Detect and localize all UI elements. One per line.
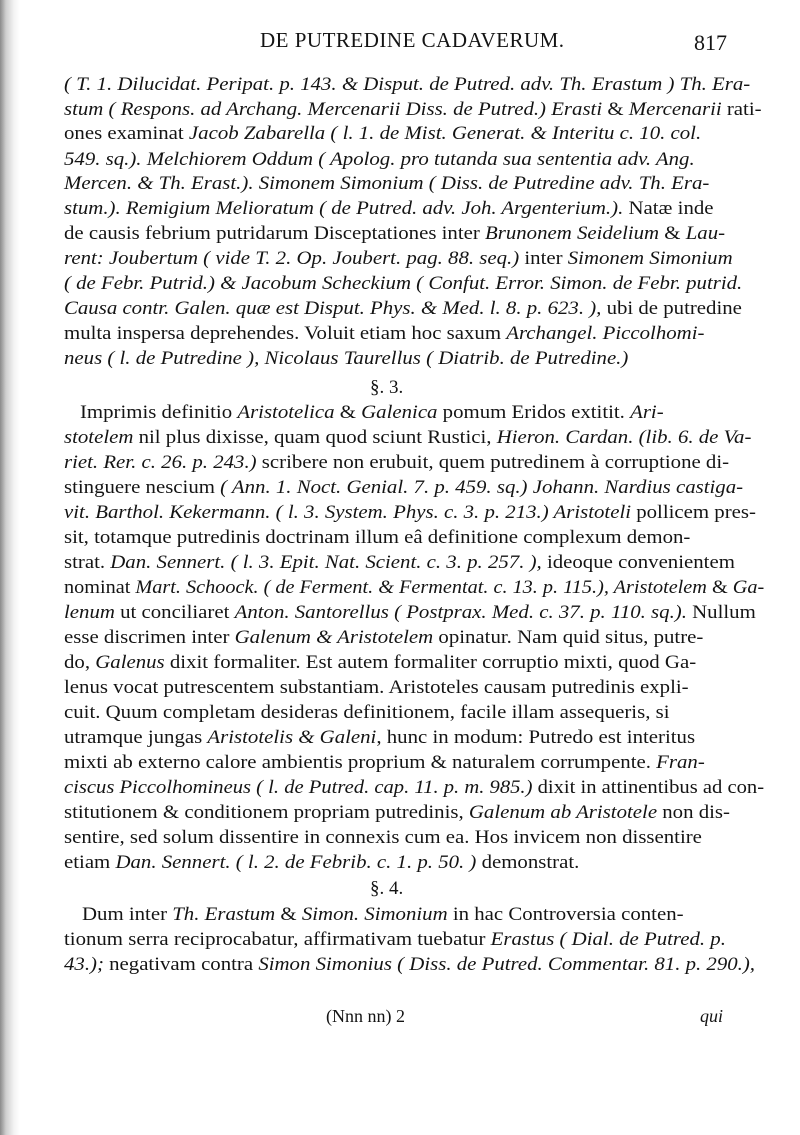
text-run: ut conciliaret — [114, 602, 235, 623]
text-line — [82, 906, 684, 925]
italic-reference: Dan. Sennert. ( l. 2. de Febrib. c. 1. p. 50. ) — [115, 852, 477, 873]
text-line — [64, 275, 742, 294]
text-run: strat. — [64, 552, 111, 573]
italic-reference: Galenica — [361, 402, 438, 423]
text-run: sit, totamque putredinis doctrinam illum eâ definitione complexum demon- — [64, 527, 691, 548]
text-run: utramque jungas — [64, 727, 208, 748]
text-run: scribere non erubuit, quem putredinem à corruptione di- — [256, 452, 730, 473]
text-run: & — [334, 402, 362, 423]
text-line — [64, 151, 695, 170]
text-line — [64, 429, 751, 448]
text-line — [80, 404, 664, 423]
italic-reference: Fran- — [656, 752, 705, 773]
text-run: tionum serra reciprocabatur, affirmativam tuebatur — [64, 929, 491, 950]
italic-reference: riet. Rer. c. 26. p. 243.) — [64, 452, 257, 473]
text-run: mixti ab externo calore ambientis proprium & naturalem corrumpente. — [64, 752, 657, 773]
text-run: negativam contra — [103, 954, 259, 975]
text-run: Natæ inde — [623, 198, 714, 219]
italic-reference: ( de Febr. Putrid.) & Jacobum Scheckium ( Confut. Error. Simon. de Febr. putrid. — [64, 273, 743, 294]
text-run: & — [706, 577, 733, 598]
italic-reference: Simon. Simonium — [301, 904, 448, 925]
text-line — [64, 956, 755, 975]
text-line — [64, 454, 729, 473]
text-run: dixit formaliter. Est autem formaliter corruptio mixti, quod Ga- — [164, 652, 697, 673]
text-line — [64, 300, 742, 319]
italic-reference: Mercenarii — [628, 99, 722, 120]
italic-reference: Mart. Schoock. ( de Ferment. & Fermentat. c. 13. p. 115.), Aristotelem — [135, 577, 707, 598]
italic-reference: Galenum ab Aristotele — [468, 802, 658, 823]
text-line — [64, 125, 701, 144]
italic-reference: stotelem — [64, 427, 134, 448]
text-line — [64, 654, 696, 673]
text-line — [64, 579, 764, 598]
italic-reference: Anton. Santorellus ( Postprax. Med. c. 37. p. 110. sq.). — [234, 602, 687, 623]
text-run: ubi de putredine — [601, 298, 742, 319]
text-run: dixit in attinentibus ad con- — [532, 777, 765, 798]
text-line — [64, 679, 689, 698]
italic-reference: ( Ann. 1. Noct. Genial. 7. p. 459. sq.) Johann. Nardius castiga- — [220, 477, 744, 498]
text-line — [64, 529, 690, 548]
italic-reference: 43.); — [64, 954, 104, 975]
text-run: ones examinat — [64, 123, 189, 144]
italic-reference: Galenus — [95, 652, 165, 673]
text-line — [64, 629, 703, 648]
text-run: pollicem pres- — [631, 502, 756, 523]
text-line — [64, 479, 743, 498]
text-run: , hunc in modum: Putredo est interitus — [376, 727, 696, 748]
text-run: etiam — [64, 852, 116, 873]
text-line — [64, 704, 670, 723]
text-run: multa inspersa deprehendes. Voluit etiam hoc saxum — [64, 323, 507, 344]
text-run: & — [602, 99, 629, 120]
text-line — [64, 554, 735, 573]
italic-reference: Mercen. & Th. Erast.). Simonem Simonium ( Diss. de Putredine adv. Th. Era- — [64, 173, 710, 194]
italic-reference: Brunonem Seidelium — [485, 223, 660, 244]
text-line — [64, 829, 702, 848]
text-run: nominat — [64, 577, 136, 598]
text-line — [64, 804, 730, 823]
italic-reference: Simon Simonius ( Diss. de Putred. Commentar. 81. p. 290.), — [258, 954, 756, 975]
text-run: do, — [64, 652, 96, 673]
text-run: demonstrat. — [476, 852, 580, 873]
italic-reference: Ga- — [732, 577, 765, 598]
text-run: esse discrimen inter — [64, 627, 235, 648]
page-number: 817 — [694, 30, 727, 55]
text-run: Imprimis definitio — [80, 402, 238, 423]
catchword: qui — [700, 1006, 724, 1026]
italic-reference: ciscus Piccolhomineus ( l. de Putred. cap. 11. p. m. 985.) — [64, 777, 533, 798]
text-line — [64, 931, 726, 950]
italic-reference: Th. Erastum — [172, 904, 276, 925]
italic-reference: Erastus ( Dial. de Putred. p. — [490, 929, 726, 950]
italic-reference: lenum — [64, 602, 115, 623]
italic-reference: Jacob Zabarella ( l. 1. de Mist. Generat. & Interitu c. 10. col. — [188, 123, 702, 144]
italic-reference: Aristotelis & Galeni — [207, 727, 377, 748]
section-heading: §. 3. — [370, 377, 404, 398]
italic-reference: Hieron. Cardan. (lib. 6. de Va- — [496, 427, 752, 448]
text-run: rati- — [721, 99, 762, 120]
text-line — [64, 250, 733, 269]
text-line — [64, 76, 750, 95]
text-run: stitutionem & conditionem propriam putredinis, — [64, 802, 469, 823]
section-heading: §. 4. — [370, 878, 404, 899]
italic-reference: Galenum & Aristotelem — [234, 627, 434, 648]
text-run: non dis- — [657, 802, 730, 823]
italic-reference: Ari- — [630, 402, 664, 423]
text-run: Nullum — [686, 602, 756, 623]
text-line — [64, 854, 579, 873]
text-run: stinguere nescium — [64, 477, 221, 498]
italic-reference: 549. sq.). Melchiorem Oddum ( Apolog. pro tutanda sua sententia adv. Ang. — [64, 149, 695, 170]
text-line — [64, 604, 756, 623]
italic-reference: ( T. 1. Dilucidat. Peripat. p. 143. & Disput. de Putred. adv. Th. Erastum ) Th. Era- — [64, 74, 751, 95]
italic-reference: vit. Barthol. Kekermann. ( l. 3. System. Phys. c. 3. p. 213.) Aristoteli — [64, 502, 632, 523]
text-line — [64, 225, 725, 244]
text-run: opinatur. Nam quid situs, putre- — [433, 627, 704, 648]
text-run: inter — [519, 248, 568, 269]
text-line — [64, 175, 709, 194]
running-head: DE PUTREDINE CADAVERUM. — [260, 28, 565, 52]
text-line — [64, 504, 756, 523]
text-run: Dum inter — [82, 904, 173, 925]
italic-reference: rent: Joubertum ( vide T. 2. Op. Joubert. pag. 88. seq.) — [64, 248, 520, 269]
text-line — [64, 729, 695, 748]
text-line — [64, 325, 704, 344]
text-line — [64, 754, 705, 773]
text-line — [64, 350, 628, 369]
text-run: de causis febrium putridarum Disceptationes inter — [64, 223, 486, 244]
text-run: lenus vocat putrescentem substantiam. Aristoteles causam putredinis expli- — [64, 677, 689, 698]
italic-reference: stum ( Respons. ad Archang. Mercenarii Diss. de Putred.) Erasti — [64, 99, 603, 120]
text-run: sentire, sed solum dissentire in connexis cum ea. Hos invicem non dissentire — [64, 827, 702, 848]
text-line — [64, 779, 764, 798]
text-run: & — [659, 223, 686, 244]
text-run: ideoque convenientem — [541, 552, 735, 573]
signature-mark: (Nnn nn) 2 — [326, 1006, 405, 1026]
text-run: cuit. Quum completam desideras definitionem, facile illam assequeris, si — [64, 702, 670, 723]
text-run: in hac Controversia conten- — [447, 904, 684, 925]
italic-reference: Causa contr. Galen. quæ est Disput. Phys. & Med. l. 8. p. 623. ), — [64, 298, 602, 319]
italic-reference: stum.). Remigium Melioratum ( de Putred. adv. Joh. Argenterium.). — [64, 198, 624, 219]
text-run: nil plus dixisse, quam quod sciunt Rustici, — [133, 427, 497, 448]
italic-reference: Lau- — [685, 223, 726, 244]
italic-reference: Archangel. Piccolhomi- — [506, 323, 705, 344]
italic-reference: Dan. Sennert. ( l. 3. Epit. Nat. Scient. c. 3. p. 257. ), — [110, 552, 542, 573]
italic-reference: neus ( l. de Putredine ), Nicolaus Taurellus ( Diatrib. de Putredine.) — [64, 348, 629, 369]
text-line — [64, 200, 714, 219]
italic-reference: Simonem Simonium — [567, 248, 733, 269]
text-run: & — [275, 904, 302, 925]
text-line — [64, 101, 762, 120]
text-run: pomum Eridos extitit. — [437, 402, 631, 423]
italic-reference: Aristotelica — [237, 402, 335, 423]
